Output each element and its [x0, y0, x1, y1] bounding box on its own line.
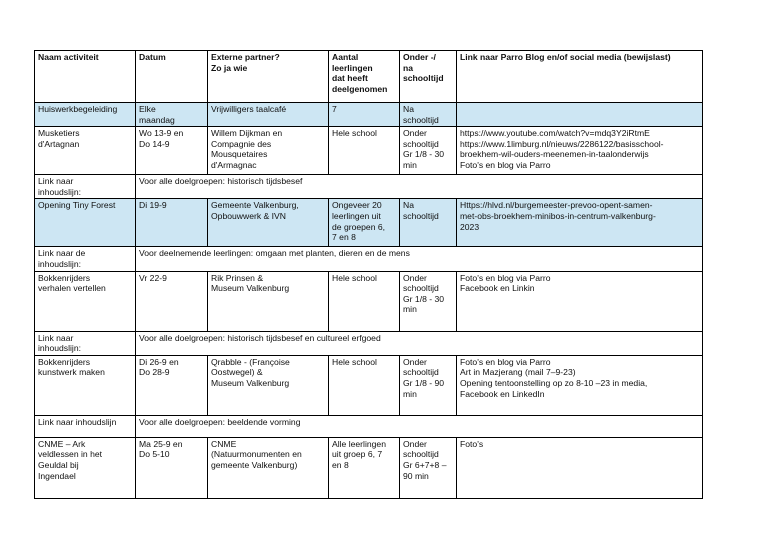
cell-aantal: Hele school — [329, 355, 400, 415]
cell-link-label: Link naar inhoudslijn: — [35, 175, 136, 199]
cell-inhoudslijn: Voor deelnemende leerlingen: omgaan met planten, dieren en de mens — [136, 247, 703, 271]
hlvd-link-continued[interactable]: met-obs-broekhem-minibos-in-centrum-valkenburg- — [460, 210, 656, 221]
cell-datum: Elke maandag — [136, 103, 208, 127]
cell-naam: CNME – Ark veldlessen in het Geuldal bij Ingendael — [35, 437, 136, 498]
cell-link: https://www.youtube.com/watch?v=mdq3Y2iRtmE https://www.1limburg.nl/nieuws/2286122/basisschool- broekhem-wil-ouders-meenemen-in-taalonderwijs Foto's en blog via Parro — [457, 127, 703, 175]
cell-aantal: 7 — [329, 103, 400, 127]
row-inhoudslijn-1 — [35, 175, 703, 199]
header-aantal: Aantal leerlingen dat heeft deelgenomen — [329, 51, 400, 103]
row-cnme — [35, 437, 703, 498]
cell-onder: Onder schooltijd Gr 1/8 - 30 min — [400, 127, 457, 175]
cell-naam: Huiswerkbegeleiding — [35, 103, 136, 127]
hlvd-link-end[interactable]: 2023 — [460, 221, 480, 232]
cell-onder: Na schooltijd — [400, 103, 457, 127]
row-inhoudslijn-3 — [35, 331, 703, 355]
row-musketiers — [35, 127, 703, 175]
cell-link-label: Link naar inhoudslijn — [35, 415, 136, 437]
1limburg-link[interactable]: https://www.1limburg.nl/nieuws/2286122/basisschool- — [460, 138, 664, 149]
cell-link: Foto's en blog via Parro Art in Mazjerang (mail 7–9-23) Opening tentoonstelling op zo 8-10 –23 in media, Facebook en LinkedIn — [457, 355, 703, 415]
cell-naam: Bokkenrijders kunstwerk maken — [35, 355, 136, 415]
cell-datum: Di 19-9 — [136, 199, 208, 247]
activity-table — [34, 50, 703, 499]
cell-partner: Gemeente Valkenburg, Opbouwwerk & IVN — [208, 199, 329, 247]
cell-link-label: Link naar inhoudslijn: — [35, 331, 136, 355]
cell-onder: Onder schooltijd Gr 1/8 - 30 min — [400, 271, 457, 331]
cell-aantal: Alle leerlingen uit groep 6, 7 en 8 — [329, 437, 400, 498]
row-huiswerkbegeleiding — [35, 103, 703, 127]
header-naam: Naam activiteit — [35, 51, 136, 103]
cell-naam: Opening Tiny Forest — [35, 199, 136, 247]
header-row — [35, 51, 703, 103]
cell-inhoudslijn: Voor alle doelgroepen: historisch tijdsbesef — [136, 175, 703, 199]
cell-datum: Wo 13-9 en Do 14-9 — [136, 127, 208, 175]
cell-partner: Rik Prinsen & Museum Valkenburg — [208, 271, 329, 331]
1limburg-link-continued[interactable]: broekhem-wil-ouders-meenemen-in-taalonderwijs — [460, 149, 649, 160]
cell-datum: Vr 22-9 — [136, 271, 208, 331]
row-inhoudslijn-4 — [35, 415, 703, 437]
cell-partner: Vrijwilligers taalcafé — [208, 103, 329, 127]
cell-partner: Willem Dijkman en Compagnie des Mousquetaires d'Armagnac — [208, 127, 329, 175]
header-link: Link naar Parro Blog en/of social media (bewijslast) — [457, 51, 703, 103]
cell-inhoudslijn: Voor alle doelgroepen: beeldende vorming — [136, 415, 703, 437]
row-bokkenrijders-kunstwerk — [35, 355, 703, 415]
cell-naam: Bokkenrijders verhalen vertellen — [35, 271, 136, 331]
cell-link-label: Link naar de inhoudslijn: — [35, 247, 136, 271]
cell-naam: Musketiers d'Artagnan — [35, 127, 136, 175]
youtube-link[interactable]: https://www.youtube.com/watch?v=mdq3Y2iRtmE — [460, 128, 650, 139]
header-onder: Onder -/ na schooltijd — [400, 51, 457, 103]
cell-link: Foto's en blog via Parro Facebook en Linkin — [457, 271, 703, 331]
cell-link — [457, 103, 703, 127]
row-inhoudslijn-2 — [35, 247, 703, 271]
header-datum: Datum — [136, 51, 208, 103]
cell-link — [457, 199, 703, 247]
cell-link: Foto's — [457, 437, 703, 498]
cell-partner: Qrabble - (Françoise Oostwegel) & Museum Valkenburg — [208, 355, 329, 415]
cell-onder: Onder schooltijd Gr 6+7+8 – 90 min — [400, 437, 457, 498]
hlvd-link[interactable]: Https://hlvd.nl/burgemeester-prevoo-opent-samen- — [460, 200, 653, 211]
row-tiny-forest — [35, 199, 703, 247]
cell-partner: CNME (Natuurmonumenten en gemeente Valkenburg) — [208, 437, 329, 498]
cell-onder: Onder schooltijd Gr 1/8 - 90 min — [400, 355, 457, 415]
cell-datum: Ma 25-9 en Do 5-10 — [136, 437, 208, 498]
cell-aantal: Hele school — [329, 271, 400, 331]
cell-inhoudslijn: Voor alle doelgroepen: historisch tijdsbesef en cultureel erfgoed — [136, 331, 703, 355]
row-bokkenrijders-verhalen — [35, 271, 703, 331]
cell-aantal: Ongeveer 20 leerlingen uit de groepen 6, 7 en 8 — [329, 199, 400, 247]
cell-aantal: Hele school — [329, 127, 400, 175]
cell-datum: Di 26-9 en Do 28-9 — [136, 355, 208, 415]
header-partner: Externe partner? Zo ja wie — [208, 51, 329, 103]
cell-onder: Na schooltijd — [400, 199, 457, 247]
